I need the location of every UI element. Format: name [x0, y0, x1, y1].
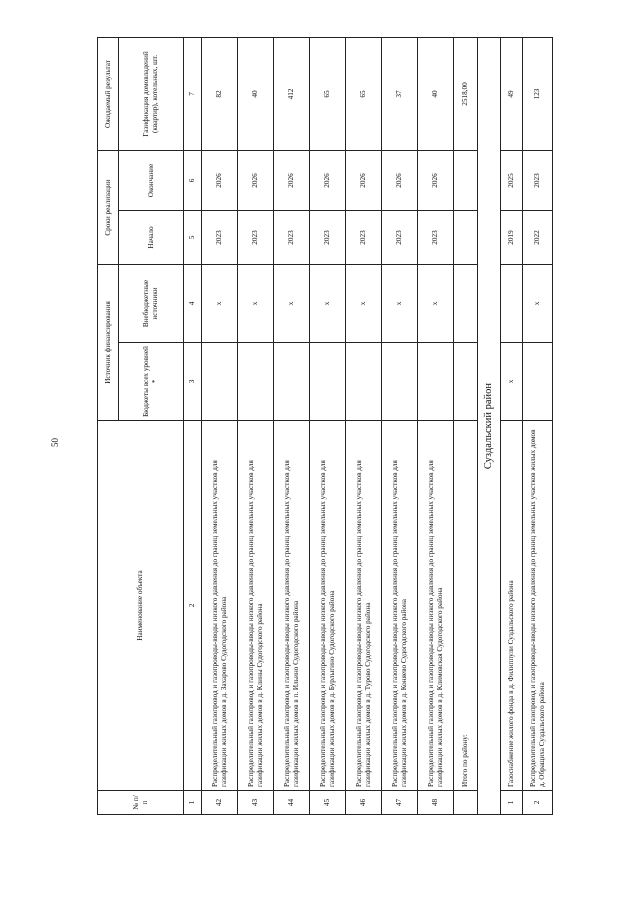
row-end: 2026	[202, 151, 238, 211]
row-start: 2022	[523, 211, 553, 265]
row-offbudget: х	[523, 265, 553, 343]
row-result: 37	[382, 38, 418, 151]
row-no: 43	[238, 791, 274, 815]
row-no: 2	[523, 791, 553, 815]
header-result: Ожидаемый результат	[98, 38, 119, 151]
header-timing: Сроки реализации	[98, 151, 119, 265]
row-result: 65	[310, 38, 346, 151]
row-no: 1	[501, 791, 523, 815]
table-row	[238, 38, 274, 815]
row-end: 2026	[382, 151, 418, 211]
row-no: 44	[274, 791, 310, 815]
table-row	[346, 38, 382, 815]
total-empty	[454, 211, 478, 265]
row-offbudget: х	[310, 265, 346, 343]
header-timing-start: Начало	[119, 211, 184, 265]
total-result: 2518,00	[454, 38, 478, 151]
row-budget	[523, 343, 553, 421]
header-result-sub: Газификация домовладений (квартир), котельных, шт.	[119, 38, 184, 151]
row-name: Распределительный газопровод и газопроводы-вводы низкого давления до границ земельных участков для газификации жилых домов в д. Бурлыгино Судогодского района	[310, 421, 346, 791]
row-end: 2025	[501, 151, 523, 211]
total-empty	[454, 151, 478, 211]
row-name: Газоснабжение жилого фонда в д. Филиппули Суздальского района	[501, 421, 523, 791]
row-result: 40	[238, 38, 274, 151]
table-row	[501, 38, 523, 815]
table-row	[382, 38, 418, 815]
page-number: 50	[50, 438, 60, 447]
row-end: 2026	[346, 151, 382, 211]
index-cell: 3	[184, 343, 202, 421]
row-result: 40	[418, 38, 454, 151]
header-no: № п/п	[98, 791, 184, 815]
total-row	[454, 38, 478, 815]
table-row	[202, 38, 238, 815]
row-name: Распределительный газопровод и газопроводы-вводы низкого давления до границ земельных участков для газификации жилых домов в д. Клины Судогодского района	[238, 421, 274, 791]
row-start: 2019	[501, 211, 523, 265]
row-result: 65	[346, 38, 382, 151]
row-offbudget: х	[382, 265, 418, 343]
header-object-name: Наименование объекта	[98, 421, 184, 791]
row-budget	[238, 343, 274, 421]
row-offbudget: х	[202, 265, 238, 343]
index-cell: 2	[184, 421, 202, 791]
row-offbudget: х	[346, 265, 382, 343]
row-offbudget: х	[418, 265, 454, 343]
row-end: 2023	[523, 151, 553, 211]
header-timing-end: Окончание	[119, 151, 184, 211]
row-start: 2023	[310, 211, 346, 265]
row-no: 46	[346, 791, 382, 815]
row-name: Распределительный газопровод и газопроводы-вводы низкого давления до границ земельных участков для газификации жилых домов в д. Турово Судогодского района	[346, 421, 382, 791]
table-row	[523, 38, 553, 815]
row-start: 2023	[418, 211, 454, 265]
index-cell: 1	[184, 791, 202, 815]
table-row	[418, 38, 454, 815]
row-budget	[346, 343, 382, 421]
row-no: 42	[202, 791, 238, 815]
row-start: 2023	[274, 211, 310, 265]
index-cell: 4	[184, 265, 202, 343]
row-no: 45	[310, 791, 346, 815]
row-start: 2023	[202, 211, 238, 265]
row-end: 2026	[310, 151, 346, 211]
row-start: 2023	[382, 211, 418, 265]
row-result: 49	[501, 38, 523, 151]
row-name: Распределительный газопровод и газопроводы-вводы низкого давления до границ земельных участков жилых домов д. Обращиха Суздальского района	[523, 421, 553, 791]
row-start: 2023	[238, 211, 274, 265]
row-end: 2026	[418, 151, 454, 211]
row-start: 2023	[346, 211, 382, 265]
row-name: Распределительный газопровод и газопроводы-вводы низкого давления до границ земельных участков для газификации жилых домов в д. Коняево Судогодского района	[382, 421, 418, 791]
row-offbudget: х	[238, 265, 274, 343]
row-no: 47	[382, 791, 418, 815]
row-no: 48	[418, 791, 454, 815]
row-offbudget	[501, 265, 523, 343]
header-funding-budget: Бюджеты всех уровней *	[119, 343, 184, 421]
total-empty	[454, 791, 478, 815]
index-cell: 5	[184, 211, 202, 265]
header-row-1	[98, 38, 119, 815]
row-budget	[274, 343, 310, 421]
index-cell: 6	[184, 151, 202, 211]
table-row	[310, 38, 346, 815]
document-table-container	[97, 38, 566, 815]
header-funding-offbudget: Внебюджетные источники	[119, 265, 184, 343]
row-end: 2026	[274, 151, 310, 211]
row-name: Распределительный газопровод и газопроводы-вводы низкого давления до границ земельных участков для газификации жилых домов в д. Климовская Судогодского района	[418, 421, 454, 791]
row-result: 123	[523, 38, 553, 151]
row-result: 82	[202, 38, 238, 151]
row-end: 2026	[238, 151, 274, 211]
gasification-table	[97, 37, 553, 815]
row-budget	[382, 343, 418, 421]
header-funding: Источник финансирования	[98, 265, 119, 421]
row-budget: х	[501, 343, 523, 421]
row-name: Распределительный газопровод и газопроводы-вводы низкого давления до границ земельных участков для газификации жилых домов в п. Ильино Судогодского района	[274, 421, 310, 791]
section-title: Суздальский район	[478, 38, 501, 815]
row-budget	[310, 343, 346, 421]
total-empty	[454, 265, 478, 343]
row-offbudget: х	[274, 265, 310, 343]
table-row	[274, 38, 310, 815]
total-empty	[454, 343, 478, 421]
row-budget	[202, 343, 238, 421]
row-result: 412	[274, 38, 310, 151]
index-cell: 7	[184, 38, 202, 151]
index-row	[184, 38, 202, 815]
total-label: Итого по району:	[454, 421, 478, 791]
row-budget	[418, 343, 454, 421]
section-row	[478, 38, 501, 815]
row-name: Распределительный газопровод и газопроводы-вводы низкого давления до границ земельных участков для газификации жилых домов в д. Захарово Судогодского района	[202, 421, 238, 791]
